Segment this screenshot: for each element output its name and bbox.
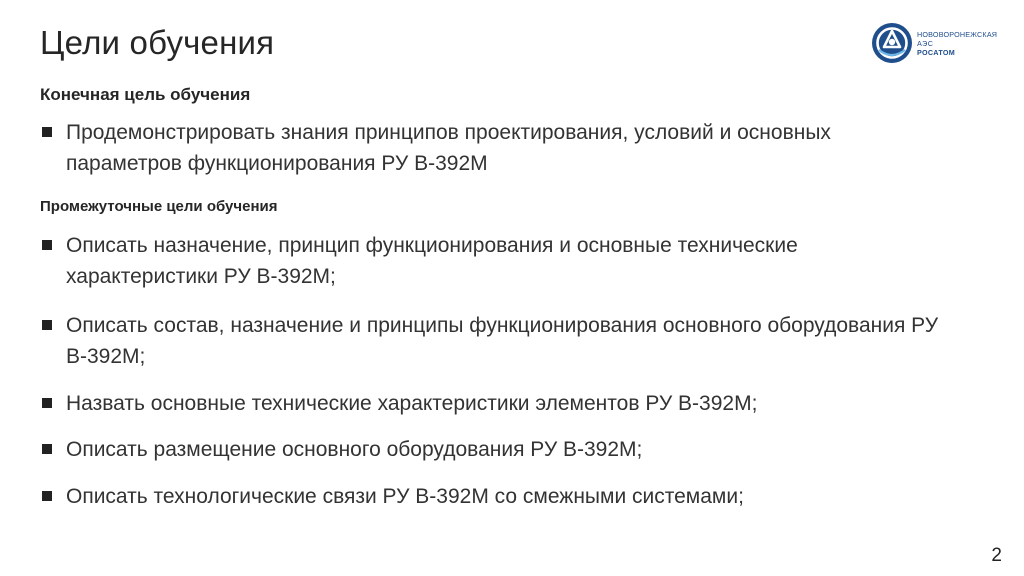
bullet-square-icon xyxy=(42,444,52,454)
logo-line-2: АЭС xyxy=(917,39,934,48)
bullet-text: Назвать основные технические характеристики элементов РУ В-392М; xyxy=(66,392,758,415)
bullet-text: Продемонстрировать знания принципов проектирования, условий и основных параметров функционирования РУ В-392М xyxy=(66,121,831,175)
bullet-text: Описать технологические связи РУ В-392М со смежными системами; xyxy=(66,485,744,508)
rosatom-logo-icon xyxy=(871,22,913,64)
bullet-square-icon xyxy=(42,240,52,250)
company-logo xyxy=(871,22,998,66)
page-number: 2 xyxy=(991,545,1002,566)
logo-line-3: РОСАТОМ xyxy=(917,48,956,57)
bullet-square-icon xyxy=(42,127,52,137)
final-goal-heading: Конечная цель обучения xyxy=(40,85,251,104)
bullet-square-icon xyxy=(42,491,52,501)
intermediate-goals-heading: Промежуточные цели обучения xyxy=(40,198,278,215)
logo-text xyxy=(917,30,997,57)
intermediate-goal-item xyxy=(40,388,940,419)
bullet-square-icon xyxy=(42,398,52,408)
intermediate-goal-item xyxy=(40,310,940,372)
page-title: Цели обучения xyxy=(40,24,275,61)
intermediate-goal-item xyxy=(40,230,940,292)
logo-line-1: НОВОВОРОНЕЖСКАЯ xyxy=(917,30,998,39)
intermediate-goal-item xyxy=(40,481,940,512)
intermediate-goal-item xyxy=(40,434,940,465)
bullet-square-icon xyxy=(42,320,52,330)
bullet-text: Описать размещение основного оборудования РУ В-392М; xyxy=(66,438,643,461)
bullet-text: Описать состав, назначение и принципы функционирования основного оборудования РУ В-392М; xyxy=(66,314,939,368)
final-goal-item xyxy=(40,117,940,179)
bullet-text: Описать назначение, принцип функционирования и основные технические характеристики РУ В-392М; xyxy=(66,234,798,288)
